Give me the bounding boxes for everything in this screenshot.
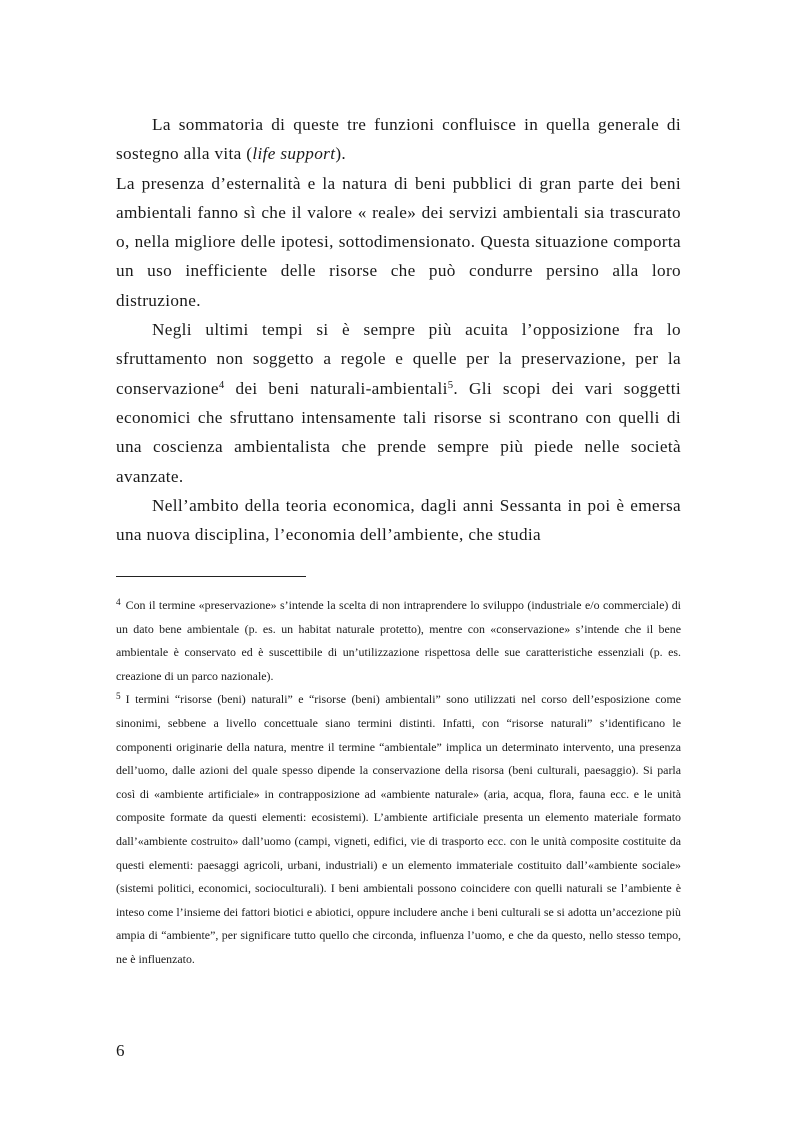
life-support-term: life support [252,144,336,164]
paragraph-3 [116,315,681,491]
footnotes [116,594,681,972]
footnote-4 [116,594,681,688]
main-text [116,110,681,549]
footnote-number: 4 [116,597,121,608]
paragraph-3-text-c: . Gli scopi dei vari soggetti economici che sfruttano intensamente tali risorse si scontrano con quelli di una coscienza ambientalista che prende sempre più piede nelle società avanzate. [116,378,682,486]
paragraph-3-text-b: dei beni naturali-ambientali [224,378,448,398]
footnote-text: Con il termine «preservazione» s’intende la scelta di non intraprendere lo sviluppo (industriale e/o commerciale) di un dato bene ambientale (p. es. un habitat naturale protetto), mentre con «conservazione» s’intende che il bene ambientale è conservato ed è suscettibile di un’utilizzazione rispettosa delle sue caratteristiche essenziali (p. es. creazione di un parco nazionale). [116,598,681,683]
footnote-5 [116,688,681,971]
paragraph-3-text-a: Negli ultimi tempi si è sempre più acuita l’opposizione fra lo sfruttamento non soggetto a regole e quelle per la preservazione, per la conservazione [116,320,681,398]
footnote-number: 5 [116,692,121,703]
paragraph-1-end: ). [335,144,347,164]
paragraph-4: Nell’ambito della teoria economica, dagli anni Sessanta in poi è emersa una nuova disciplina, l’economia dell’ambiente, che studia [116,495,681,545]
paragraph-2: La presenza d’esternalità e la natura di beni pubblici di gran parte dei beni ambientali fanno sì che il valore « reale» dei servizi ambientali sia trascurato o, nella migliore delle ipotesi, sottodimensionato. Questa situazione comporta un uso inefficiente delle risorse che può condurre persino alla loro distruzione. [116,173,681,310]
footnote-text: I termini “risorse (beni) naturali” e “risorse (beni) ambientali” sono utilizzati nel corso dell’esposizione come sinonimi, sebbene a livello concettuale siano termini distinti. Infatti, con “risorse naturali” s’identificano le componenti originarie della natura, mentre il termine “ambientale” implica un determinato intervento, una presenza dell’uomo, dalle azioni del quale spesso dipende la conservazione della risorsa (beni culturali, paesaggio). Si parla così di «ambiente artificiale» in contrapposizione ad «ambiente naturale» (aria, acqua, flora, fauna ecc. e le unità composite formate da questi elementi: ecosistemi). L’ambiente artificiale presenta un elemento materiale formato dall’«ambiente costruito» dall’uomo (campi, vigneti, edifici, vie di trasporto ecc. con le unità composite costituite da questi elementi: paesaggi agricoli, urbani, industriali) e un elemento immateriale costituito dall’«ambiente sociale» (sistemi politici, economici, socioculturali). I beni ambientali possono coincidere con quelli naturali se l’ambiente è inteso come l’insieme dei fattori biotici e abiotici, oppure includere anche i beni culturali se si adotta un’accezione più ampia di “ambiente”, per significare tutto quello che circonda, influenza l’uomo, e che da questo, nello stesso tempo, ne è influenzato. [116,692,681,966]
footnote-separator [116,576,306,577]
footnote-ref-4[interactable]: 4 [218,379,225,391]
paragraph-1 [116,110,681,169]
page-number: 6 [116,1041,125,1060]
paragraph-1-text: La sommatoria di queste tre funzioni confluisce in quella generale di sostegno alla vita ( [116,115,681,164]
footnote-ref-5[interactable]: 5 [447,379,454,391]
